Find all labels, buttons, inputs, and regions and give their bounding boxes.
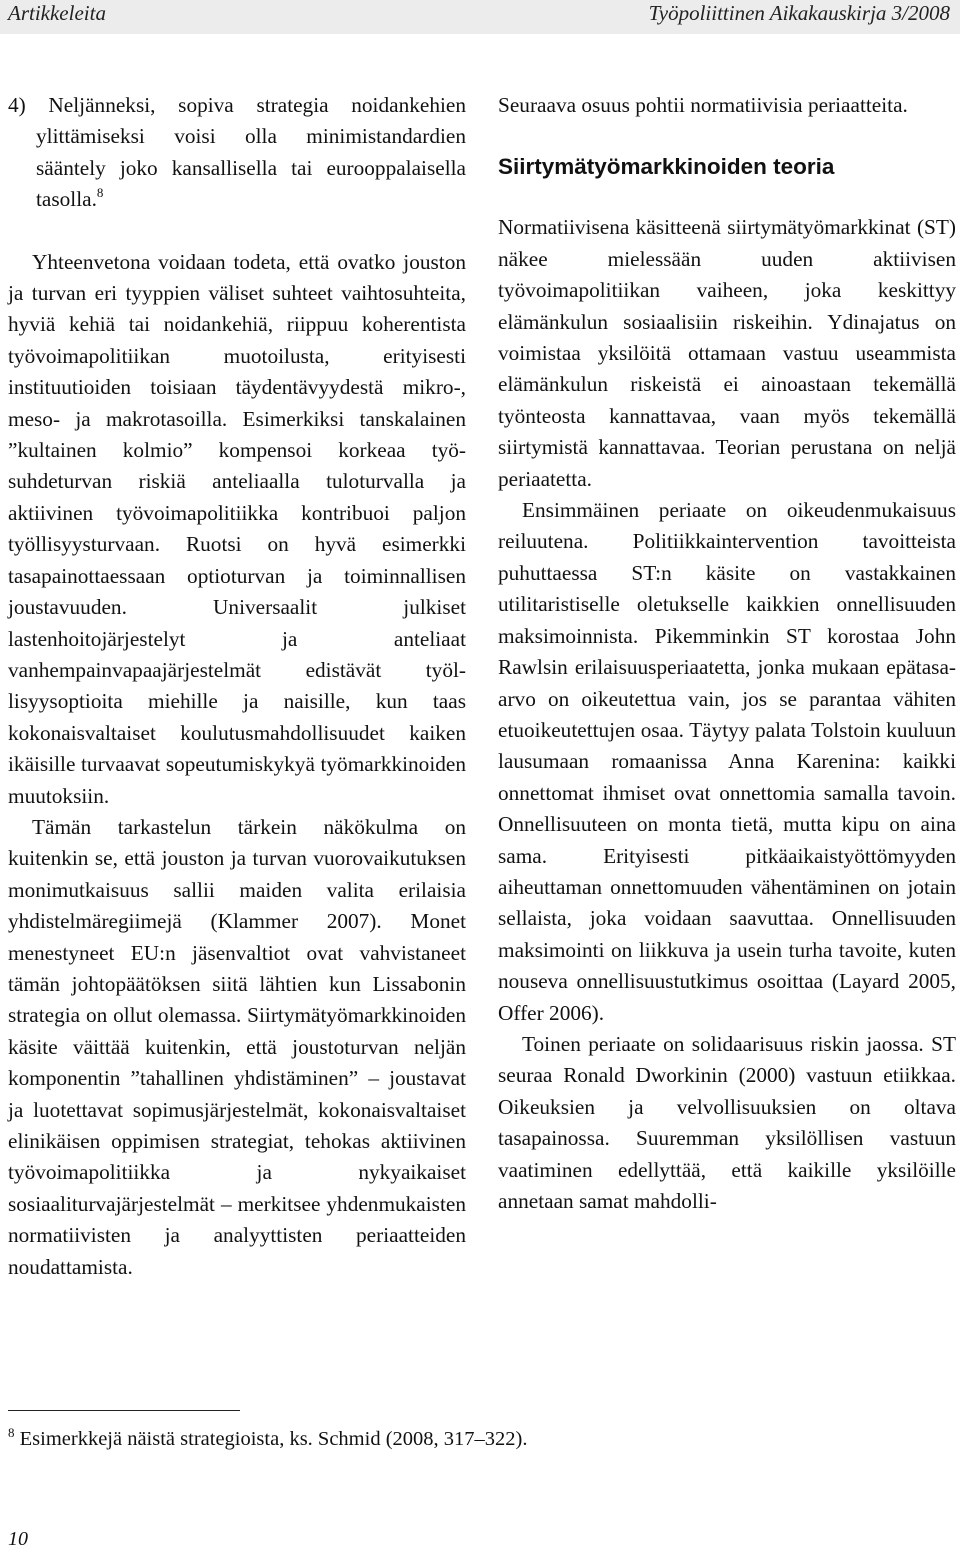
list-item-4 xyxy=(8,90,466,216)
body-paragraph: Yhteenvetona voidaan todeta, että ovatko jouston ja turvan eri tyyppien väliset suhteet vaihtosuhteita, hyviä kehiä tai noidankehiä, riippuu koherentista työvoimapolitiikan muotoilusta, erityisesti instituutioiden toisiaan täydentävyydestä mikro-, meso- ja makrotasoilla. Esimerkiksi tanskalainen ”kultainen kolmio” kompensoi korkeaa työsuhdeturvan riskiä anteliaalla tuloturvalla ja aktiivinen työvoimapolitiikka kontribuoi paljon työllisyysturvaan. Ruotsi on hyvä esimerkki tasapainottaessaan optioturvan ja toiminnallisen joustavuuden. Universaalit julkiset lastenhoitojärjestelyt ja anteliaat vanhempainvapaajärjestelmät edistävät työllisyysoptioita miehille ja naisille, kun taas kokonaisvaltaiset koulutusmahdollisuudet kaiken ikäisille turvaavat sopeutumiskykyä työmarkkinoiden muutoksiin. xyxy=(8,249,466,808)
body-paragraph: Tämän tarkastelun tärkein näkökulma on kuitenkin se, että jouston ja turvan vuorovaikutuksen monimutkaisuus sallii maiden valita erilaisia yhdistelmäregiimejä (Klammer 2007). Monet menestyneet EU:n jäsenvaltiot ovat vahvistaneet tämän johtopäätöksen siitä lähtien kun Lissabonin strategia on ollut olemassa. Siirtymätyömarkkinoiden käsite väittää kuitenkin, että joustoturvan neljän komponentin ”tahallinen yhdistäminen” – joustavat ja luotettavat sopimusjärjestelmät, kokonaisvaltaiset elinikäisen oppimisen strategiat, tehokas aktiivinen työvoimapolitiikka ja nykyaikaiset sosiaaliturvajärjestelmät – merkitsee yhdenmukaisten normatiivisten ja analyyttisten periaatteiden noudattamista. xyxy=(8,814,466,1279)
header-journal-title: Työpoliittinen Aikakauskirja 3/2008 xyxy=(648,1,950,25)
left-column xyxy=(8,90,466,1283)
intro-paragraph: Seuraava osuus pohtii normatiivisia periaatteita. xyxy=(498,93,908,117)
footnote xyxy=(8,1425,527,1453)
body-paragraph: Ensimmäinen periaate on oikeudenmukaisuus reiluutena. Politiikkaintervention tavoitteista puhuttaessa ST:n käsite on vastakkainen utilitaristiselle oletukselle kaikkien onnellisuuden maksimoinnista. Pikemminkin ST korostaa John Rawlsin erilaisuusperiaatetta, jonka mukaan epätasa-arvo on oikeutettua vain, jos se parantaa vähiten etuoikeutettujen osaa. Täytyy palata Tolstoin kuuluun lausumaan romaanissa Anna Karenina: kaikki onnettomat ihmiset ovat onnettomia samalla tavoin. Onnellisuuteen on monta tietä, mutta kipu on aina sama. Erityisesti pitkäaikaistyöttömyyden aiheuttaman onnettomuuden vähentäminen on jotain sellaista, joka voidaan saavuttaa. Onnellisuuden maksimointi on liikkuva ja usein turha tavoite, kuten nouseva onnellisuustutkimus osoittaa (Layard 2005, Offer 2006). xyxy=(498,498,956,1025)
right-column xyxy=(498,90,956,1217)
page-number: 10 xyxy=(8,1528,28,1550)
list-item-text: 4) Neljänneksi, sopiva strategia noidankehien ylittämiseksi voisi olla minimistandardien sääntely joko kansallisella tai eurooppalaisella tasolla. xyxy=(8,93,466,212)
running-header xyxy=(0,0,960,34)
footnote-reference[interactable]: 8 xyxy=(96,185,104,201)
footnote-marker: 8 xyxy=(8,1425,15,1440)
footnote-divider xyxy=(8,1410,240,1411)
footnote-text: Esimerkkejä näistä strategioista, ks. Schmid (2008, 317–322). xyxy=(19,1428,528,1450)
section-heading: Siirtymätyömarkkinoiden teoria xyxy=(498,154,835,180)
header-section-label: Artikkeleita xyxy=(8,1,106,25)
body-paragraph: Normatiivisena käsitteenä siirtymätyömarkkinat (ST) näkee mielessään uuden aktiivisen työvoimapolitiikan vaiheen, joka keskittyy elämänkulun sosiaalisiin riskeihin. Ydinajatus on voimistaa yksilöitä ottamaan vastuu useammista elämänkulun riskeistä ei ainoastaan tekemällä työnteosta kannattavaa, vaan myös tekemällä siirtymistä kannattavaa. Teorian perustana on neljä periaatetta. xyxy=(498,215,956,491)
body-paragraph: Toinen periaate on solidaarisuus riskin jaossa. ST seuraa Ronald Dworkinin (2000) vastuun etiikkaa. Oikeuksien ja velvollisuuksien on oltava tasapainossa. Suuremman yksilöllisen vastuun vaatiminen edellyttää, että kaikille yksilöille annetaan samat mahdolli- xyxy=(498,1031,956,1213)
